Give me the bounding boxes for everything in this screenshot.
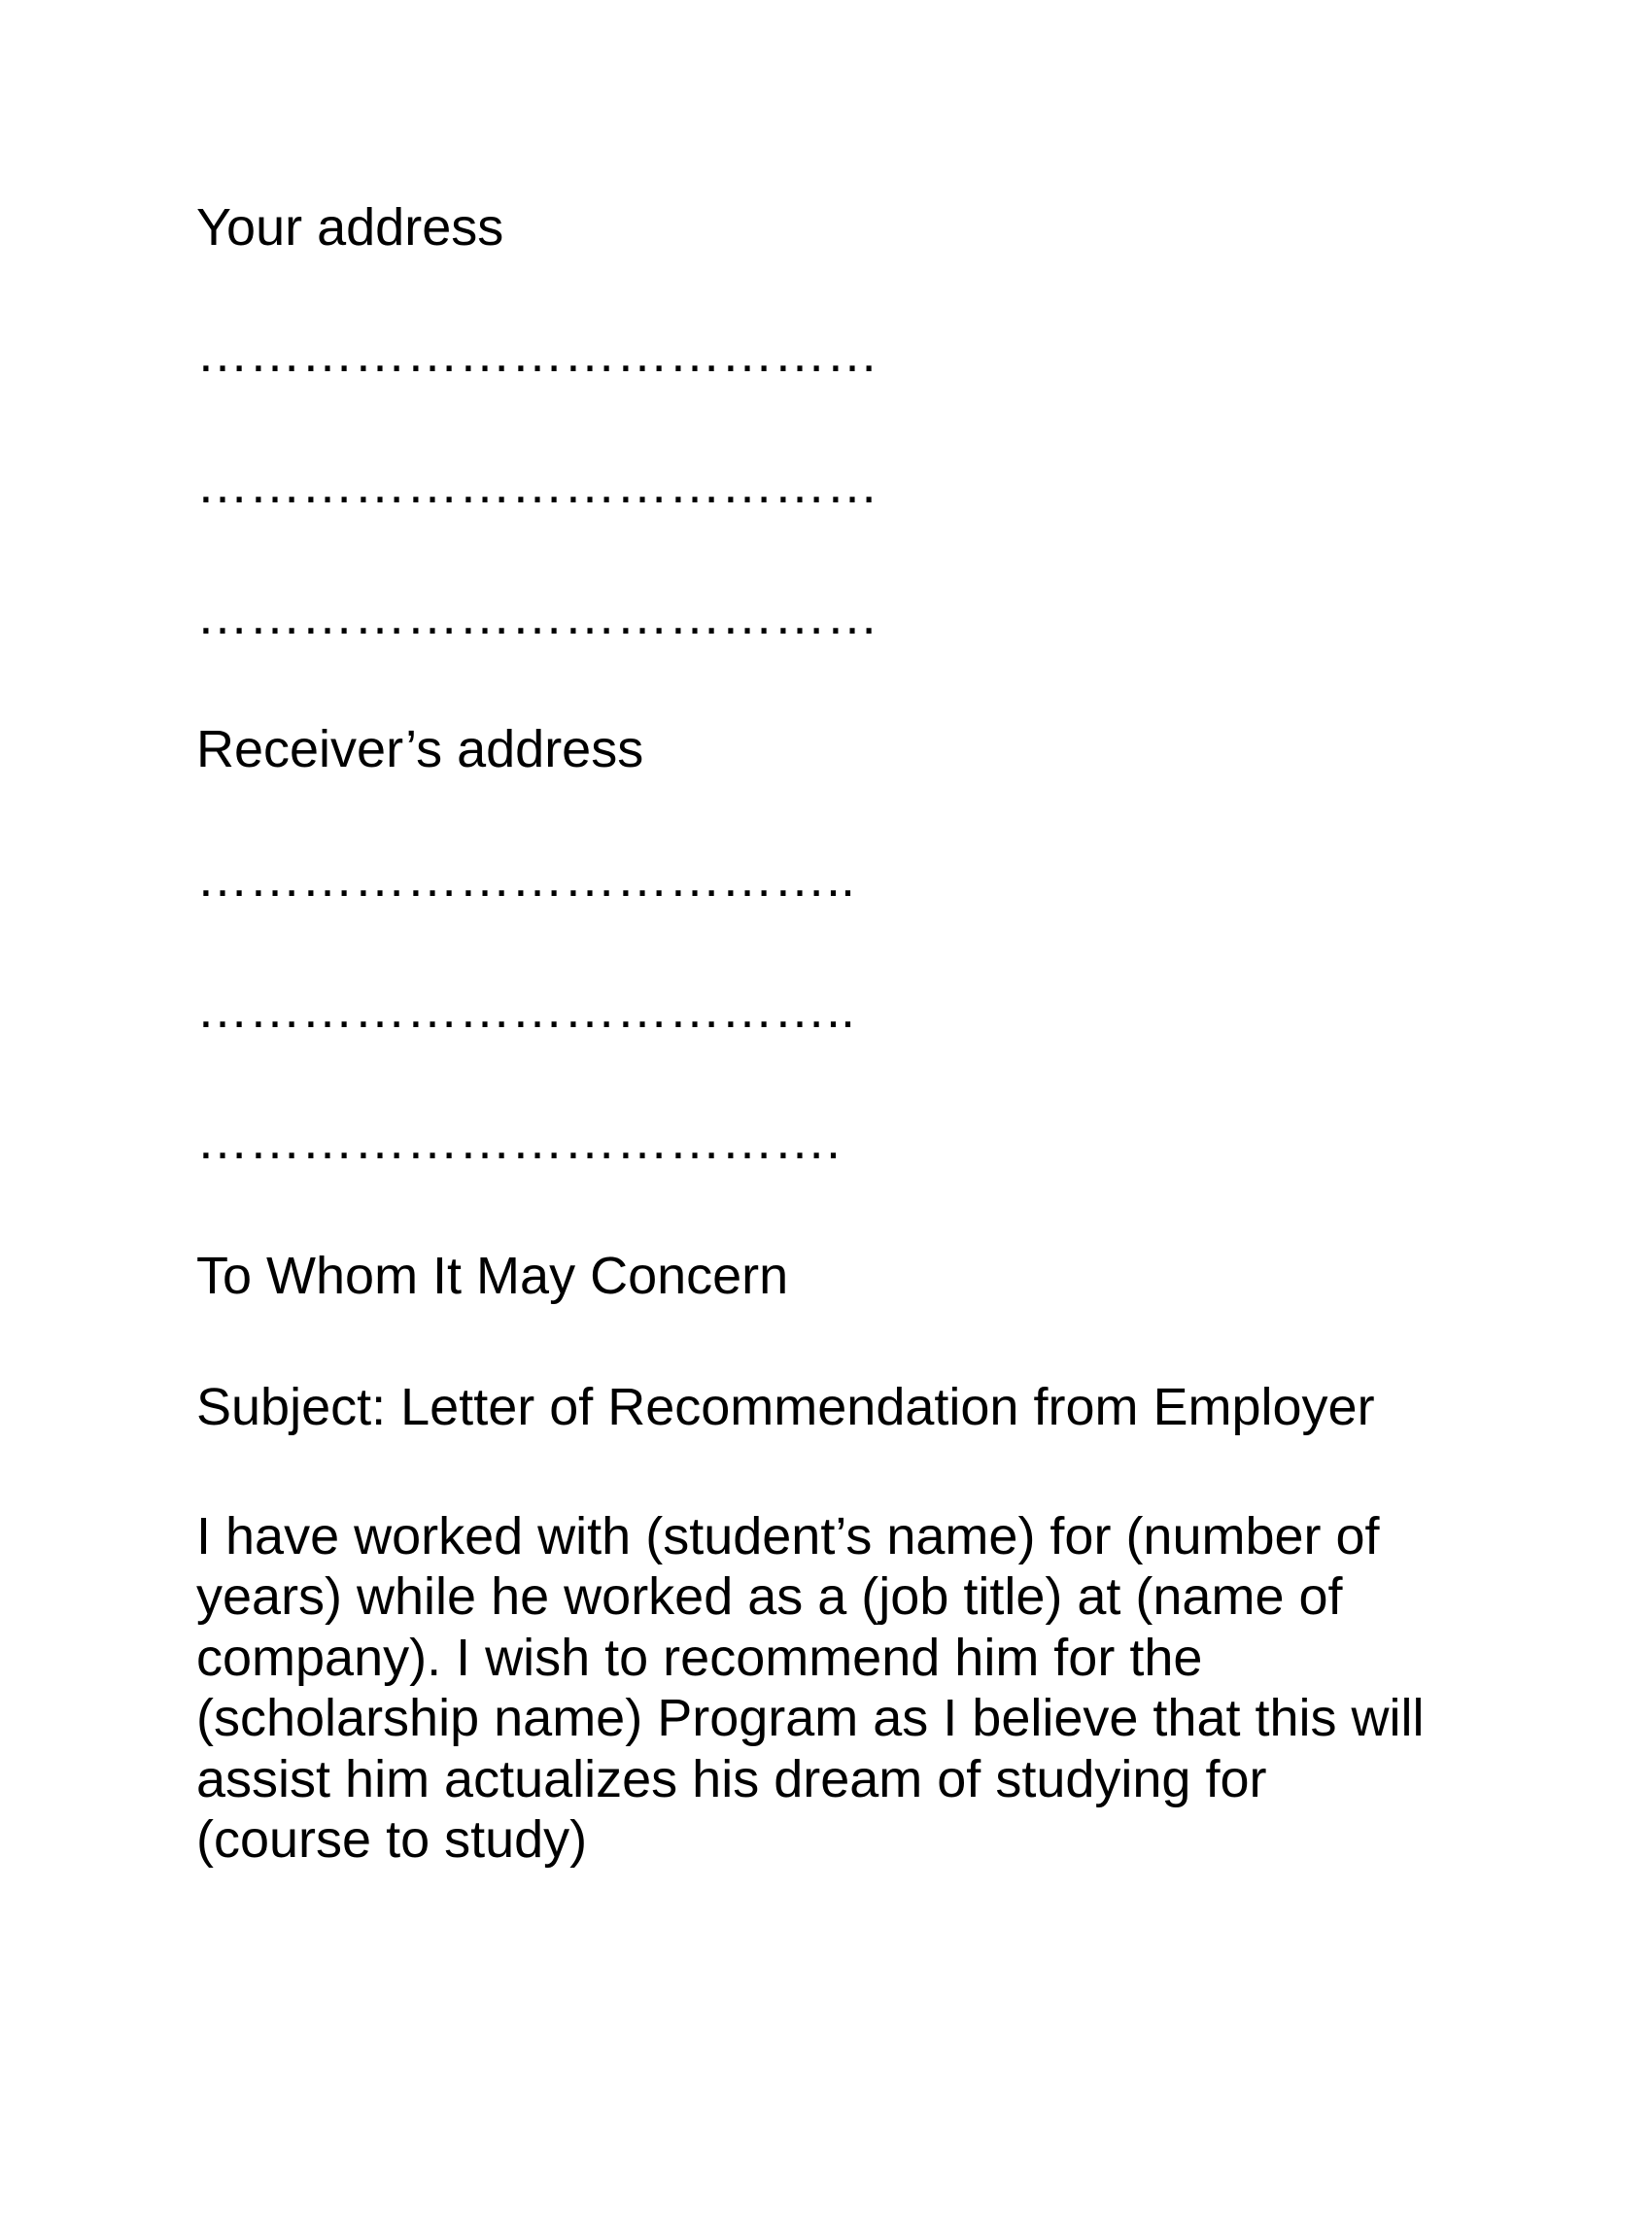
sender-address-line-1: ………………………………… <box>196 325 878 383</box>
body-line-6: (course to study) <box>196 1810 588 1870</box>
body-line-1: I have worked with (student’s name) for (number of <box>196 1507 1380 1565</box>
letter-body-paragraph <box>196 1506 1425 1870</box>
body-line-4: (scholarship name) Program as I believe that this will <box>196 1689 1425 1748</box>
receiver-address-line-3: ………………………………. <box>196 1112 842 1170</box>
receiver-address-line-1: ……………………………….. <box>196 849 856 908</box>
body-line-2: years) while he worked as a (job title) at (name of <box>196 1567 1343 1627</box>
subject-line: Subject: Letter of Recommendation from Employer <box>196 1378 1375 1436</box>
salutation: To Whom It May Concern <box>196 1247 789 1305</box>
body-line-5: assist him actualizes his dream of studying for <box>196 1749 1267 1808</box>
sender-address-line-3: ………………………………… <box>196 587 878 645</box>
receiver-address-line-2: ……………………………….. <box>196 980 856 1039</box>
receiver-address-label: Receiver’s address <box>196 720 644 778</box>
sender-address-line-2: ………………………………… <box>196 456 878 514</box>
body-line-3: company). I wish to recommend him for the <box>196 1628 1203 1687</box>
sender-address-label: Your address <box>196 198 504 257</box>
